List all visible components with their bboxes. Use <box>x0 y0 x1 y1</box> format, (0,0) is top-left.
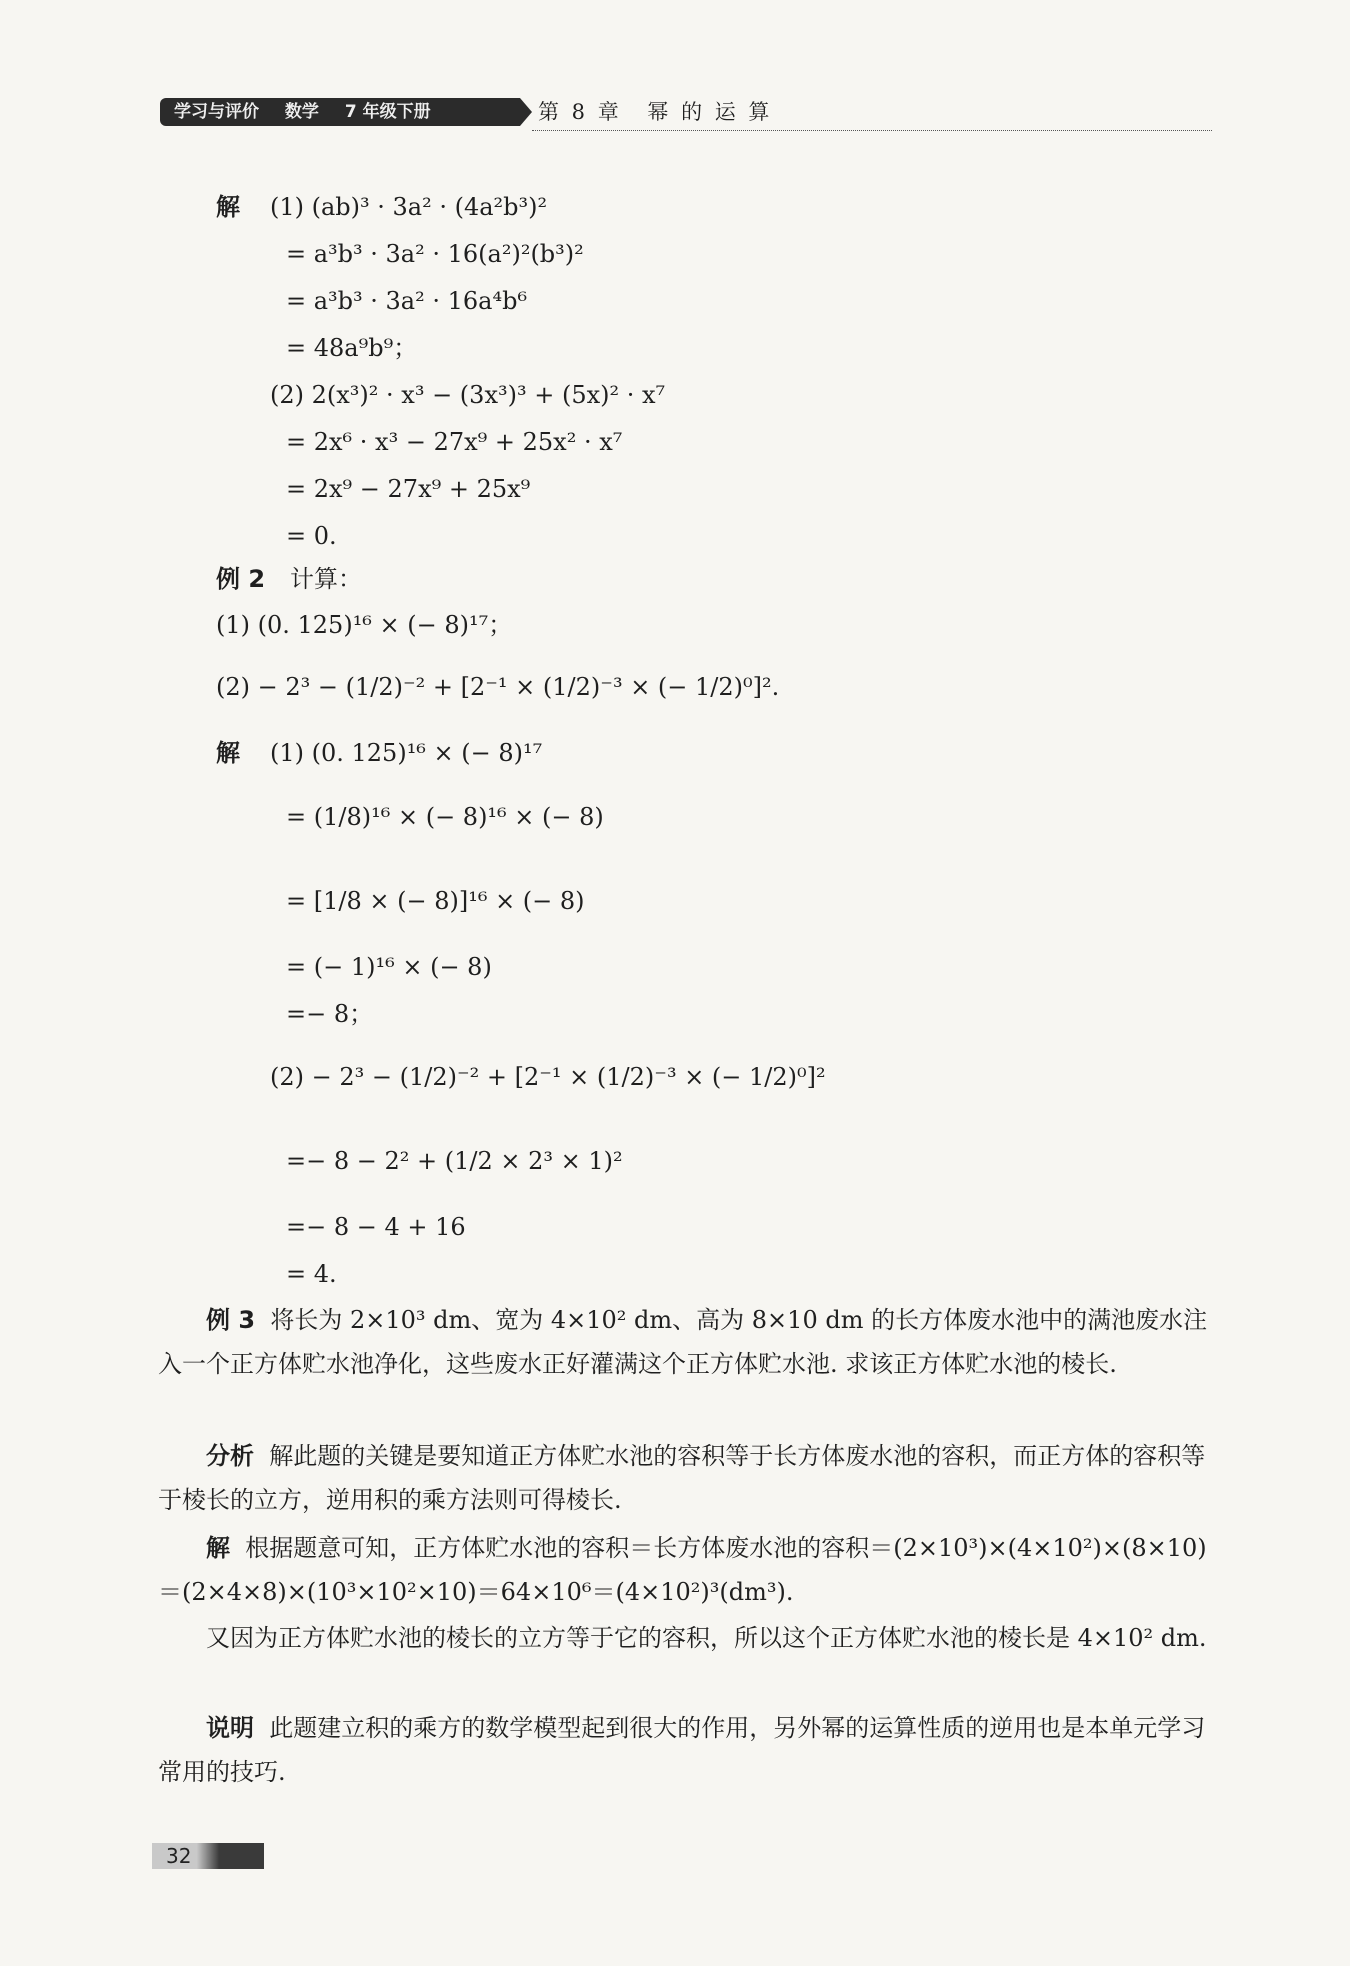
ex2-sol1-line-4: = (− 1)¹⁶ × (− 8) <box>286 953 492 981</box>
ex1-line-2: = a³b³ · 3a² · 16(a²)²(b³)² <box>286 240 584 268</box>
ex2-sol2-line-1: (2) − 2³ − (1/2)⁻² + [2⁻¹ × (1/2)⁻³ × (− 1/2)⁰]² <box>270 1063 826 1091</box>
ex1-line-4: = 48a⁹b⁹； <box>286 334 418 362</box>
note-label: 说明 <box>206 1714 254 1742</box>
running-header <box>160 96 1215 136</box>
ex2-sol1-line-2: = (1/8)¹⁶ × (− 8)¹⁶ × (− 8) <box>286 803 604 831</box>
ex1-line-1: (1) (ab)³ · 3a² · (4a²b³)² <box>270 193 548 221</box>
analysis-text: 解此题的关键是要知道正方体贮水池的容积等于长方体废水池的容积，而正方体的容积等于棱长的立方，逆用积的乘方法则可得棱长. <box>158 1442 1206 1514</box>
ex2-sol1-line-3: = [1/8 × (− 8)]¹⁶ × (− 8) <box>286 887 585 915</box>
book-title-bar <box>160 98 520 126</box>
page-number-tab <box>152 1843 264 1869</box>
example-3-solution <box>158 1526 1208 1614</box>
ex1-line-8: = 0. <box>286 522 337 550</box>
book-series: 学习与评价 <box>174 102 259 122</box>
note-text: 此题建立积的乘方的数学模型起到很大的作用，另外幂的运算性质的逆用也是本单元学习常用的技巧. <box>158 1714 1206 1786</box>
ex2-sol2-line-2: =− 8 − 2² + (1/2 × 2³ × 1)² <box>286 1147 623 1175</box>
ex2-sol2-line-3: =− 8 − 4 + 16 <box>286 1213 466 1241</box>
ex1-line-6: = 2x⁶ · x³ − 27x⁹ + 25x² · x⁷ <box>286 428 623 456</box>
analysis-label: 分析 <box>206 1442 254 1470</box>
example-3-solution-text: 根据题意可知，正方体贮水池的容积＝长方体废水池的容积＝(2×10³)×(4×10²)×(8×10)＝(2×4×8)×(10³×10²×10)＝64×10⁶＝(4×10²)³(dm³). <box>158 1534 1207 1606</box>
ex2-sol1-line-1: (1) (0. 125)¹⁶ × (− 8)¹⁷ <box>270 739 543 767</box>
ex1-line-7: = 2x⁹ − 27x⁹ + 25x⁹ <box>286 475 531 503</box>
example-2-prompt: 计算： <box>290 565 362 593</box>
page-number: 32 <box>166 1844 192 1868</box>
solution-label-3: 解 <box>206 1534 230 1562</box>
subject: 数学 <box>284 102 319 122</box>
solution-label-1: 解 <box>216 193 240 221</box>
example-2-problem-1: (1) (0. 125)¹⁶ × (− 8)¹⁷； <box>216 611 513 639</box>
header-arrow <box>520 98 532 126</box>
ex2-sol1-line-5: =− 8； <box>286 1000 374 1028</box>
example-2-problem-2: (2) − 2³ − (1/2)⁻² + [2⁻¹ × (1/2)⁻³ × (− 1/2)⁰]². <box>216 673 780 701</box>
example-3-label: 例 3 <box>206 1306 256 1334</box>
conclusion-text: 又因为正方体贮水池的棱长的立方等于它的容积，所以这个正方体贮水池的棱长是 4×10² dm. <box>206 1624 1207 1652</box>
solution-label-2: 解 <box>216 739 240 767</box>
example-3-analysis <box>158 1434 1208 1522</box>
chapter-title: 幂 的 运 算 <box>647 100 773 124</box>
example-3-note <box>158 1706 1208 1794</box>
example-3-conclusion <box>158 1616 1208 1660</box>
ex2-sol2-line-4: = 4. <box>286 1260 337 1288</box>
example-3-problem <box>158 1298 1208 1386</box>
chapter-number: 第 8 章 <box>538 100 622 124</box>
example-2-label: 例 2 <box>216 565 266 593</box>
ex1-line-5: (2) 2(x³)² · x³ − (3x³)³ + (5x)² · x⁷ <box>270 381 666 409</box>
chapter-heading <box>538 96 788 126</box>
ex1-line-3: = a³b³ · 3a² · 16a⁴b⁶ <box>286 287 528 315</box>
example-3-text: 将长为 2×10³ dm、宽为 4×10² dm、高为 8×10 dm 的长方体废水池中的满池废水注入一个正方体贮水池净化，这些废水正好灌满这个正方体贮水池. 求该正方体贮水池的棱长. <box>158 1306 1208 1378</box>
grade: 7 年级下册 <box>344 102 431 122</box>
header-rule <box>532 130 1212 131</box>
